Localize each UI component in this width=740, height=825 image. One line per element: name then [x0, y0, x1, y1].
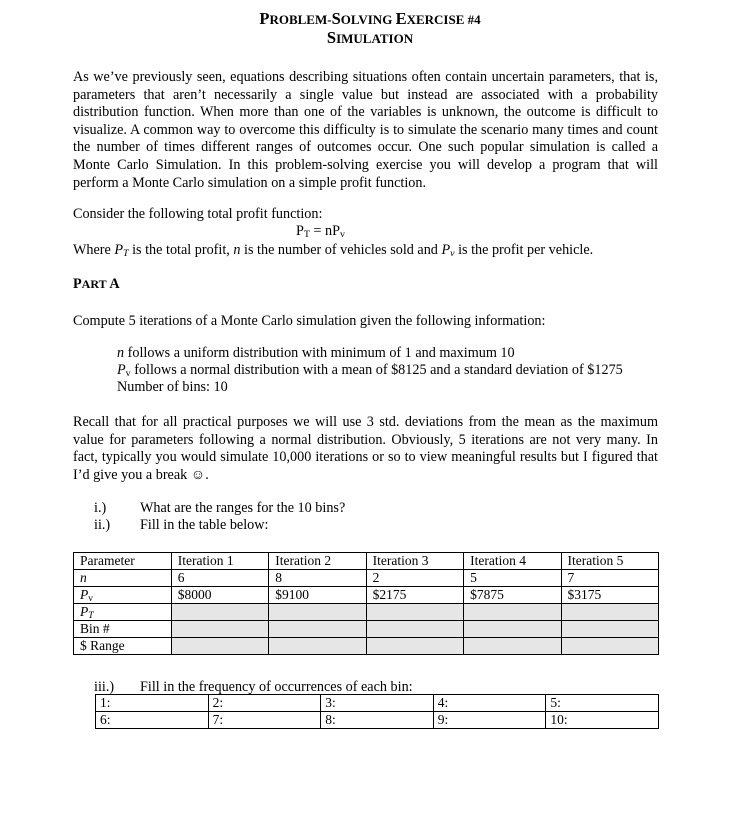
header-cell: Iteration 3 [366, 553, 463, 570]
freq-cell[interactable]: 6: [96, 712, 209, 729]
question-text: What are the ranges for the 10 bins? [140, 500, 346, 516]
row-label: $P_T$ [74, 604, 172, 621]
table-cell: 2 [366, 570, 463, 587]
table-row-n [74, 570, 659, 587]
given-bins: Number of bins: 10 [117, 379, 228, 395]
recall-paragraph: Recall that for all practical purposes we will use 3 std. deviations from the mean as the maximum value for parameters following a normal distribution. Obviously, 5 iterations are not very many. In fact, typically you would simulate 10,000 iterations or so to view meaningful results but I figured that I’d give you a break ☺. [73, 414, 658, 483]
table-row-bin [74, 621, 659, 638]
table-cell: 8 [269, 570, 366, 587]
empty-cell[interactable] [171, 638, 268, 655]
table-cell: $3175 [561, 587, 658, 604]
table-row-pt [74, 604, 659, 621]
header-cell: Parameter [74, 553, 172, 570]
empty-cell[interactable] [561, 604, 658, 621]
empty-cell[interactable] [269, 604, 366, 621]
empty-cell[interactable] [366, 604, 463, 621]
question-number: iii.) [94, 679, 115, 695]
freq-cell[interactable]: 2: [208, 695, 321, 712]
freq-cell[interactable]: 10: [546, 712, 659, 729]
empty-cell[interactable] [366, 621, 463, 638]
question-number: i.) [94, 500, 107, 516]
empty-cell[interactable] [366, 638, 463, 655]
table-cell: 5 [464, 570, 561, 587]
question-text: Fill in the table below: [140, 517, 269, 533]
header-cell: Iteration 2 [269, 553, 366, 570]
freq-cell[interactable]: 8: [321, 712, 434, 729]
table-cell: $9100 [269, 587, 366, 604]
question-number: ii.) [94, 517, 111, 533]
part-a-heading: PART A [73, 276, 120, 292]
freq-cell[interactable]: 9: [433, 712, 546, 729]
header-cell: Iteration 1 [171, 553, 268, 570]
row-label: $ Range [74, 638, 172, 655]
profit-formula: $P_T = nP_v$ [296, 223, 346, 240]
row-label: $P_v$ [74, 587, 172, 604]
row-label: Bin # [74, 621, 172, 638]
exercise-subtitle: SIMULATION [326, 28, 414, 47]
empty-cell[interactable] [171, 604, 268, 621]
intro-paragraph: As we’ve previously seen, equations describing situations often contain uncertain parameters, that is, parameters that aren’t necessarily a single value but instead are associated with a probability distribution function. When more than one of the variables is unknown, the outcome is difficult to visualize. A common way to overcome this difficulty is to simulate the scenario many times and count the number of times different ranges of outcomes occur. One such popular simulation is called a Monte Carlo Simulation. In this problem-solving exercise you will develop a program that will perform a Monte Carlo simulation on a simple profit function. [73, 69, 658, 191]
compute-instruction: Compute 5 iterations of a Monte Carlo simulation given the following information: [73, 313, 546, 329]
header-cell: Iteration 4 [464, 553, 561, 570]
freq-row-2 [96, 712, 659, 729]
table-cell: 7 [561, 570, 658, 587]
freq-cell[interactable]: 5: [546, 695, 659, 712]
freq-cell[interactable]: 7: [208, 712, 321, 729]
empty-cell[interactable] [561, 638, 658, 655]
consider-text: Consider the following total profit function: [73, 206, 323, 222]
row-label: n [74, 570, 172, 587]
table-cell: $8000 [171, 587, 268, 604]
empty-cell[interactable] [269, 621, 366, 638]
table-row-pv [74, 587, 659, 604]
empty-cell[interactable] [464, 604, 561, 621]
empty-cell[interactable] [464, 621, 561, 638]
freq-cell[interactable]: 3: [321, 695, 434, 712]
table-cell: 6 [171, 570, 268, 587]
iteration-table [73, 552, 659, 655]
table-cell: $2175 [366, 587, 463, 604]
given-pv: $P_v$ follows a normal distribution with a mean of $8125 and a standard deviation of $1275 [117, 362, 623, 379]
table-header-row [74, 553, 659, 570]
freq-cell[interactable]: 4: [433, 695, 546, 712]
frequency-table [95, 694, 659, 729]
header-cell: Iteration 5 [561, 553, 658, 570]
exercise-title: PROBLEM-SOLVING EXERCISE #4 [259, 9, 481, 28]
freq-cell[interactable]: 1: [96, 695, 209, 712]
empty-cell[interactable] [171, 621, 268, 638]
question-text: Fill in the frequency of occurrences of each bin: [140, 679, 413, 695]
variable-definitions: Where $P_T$ is the total profit, n is the number of vehicles sold and $P_v$ is the profit per vehicle. [73, 242, 594, 259]
table-row-range [74, 638, 659, 655]
table-cell: $7875 [464, 587, 561, 604]
freq-row-1 [96, 695, 659, 712]
empty-cell[interactable] [269, 638, 366, 655]
empty-cell[interactable] [561, 621, 658, 638]
given-n: n follows a uniform distribution with minimum of 1 and maximum 10 [117, 345, 515, 361]
empty-cell[interactable] [464, 638, 561, 655]
